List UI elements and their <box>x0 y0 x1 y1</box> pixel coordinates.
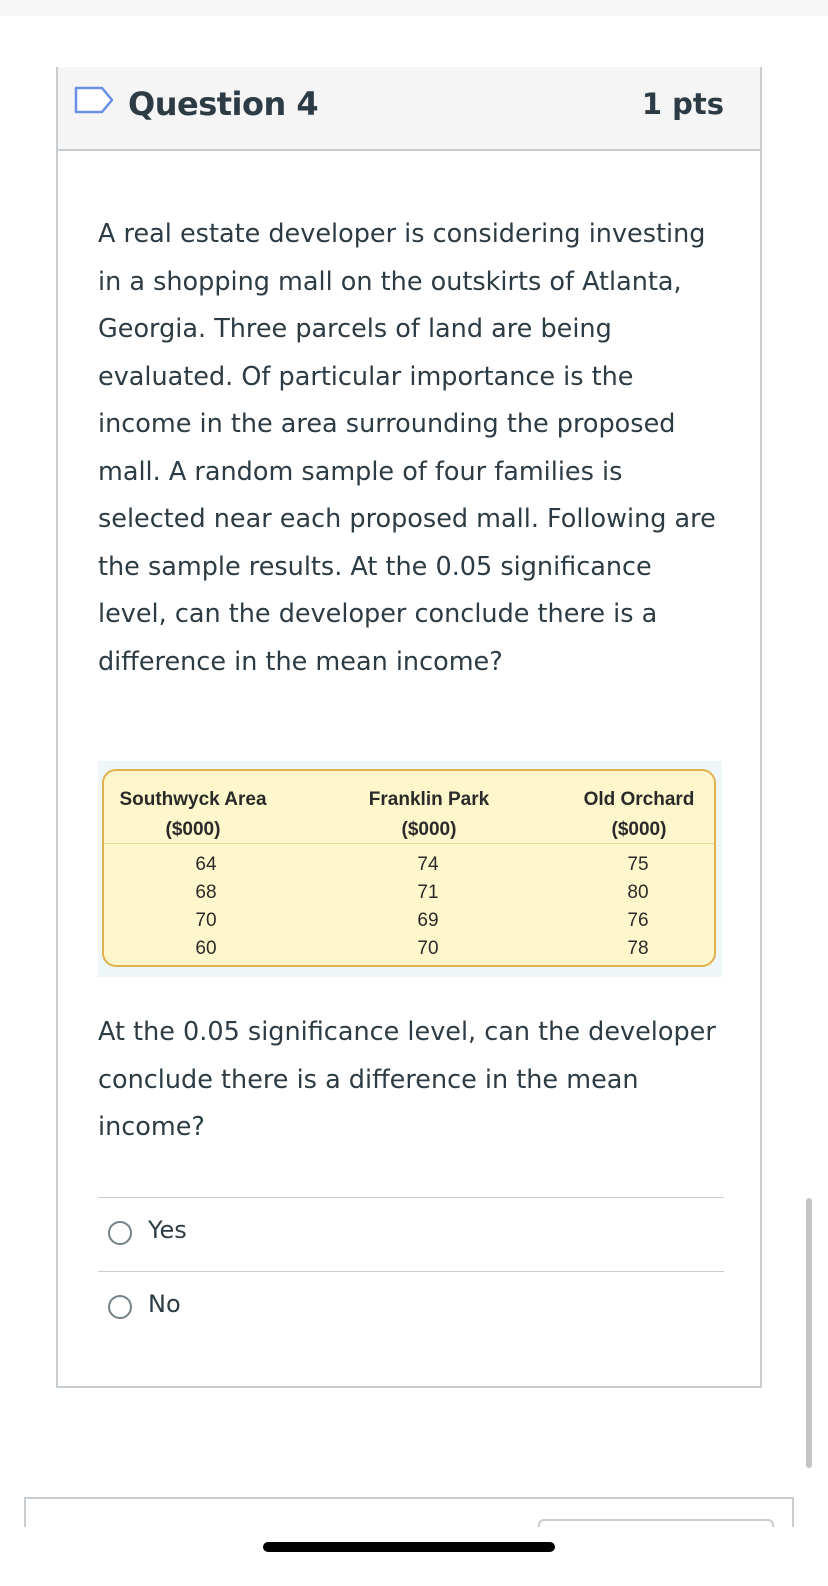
answer-label[interactable]: No <box>148 1290 181 1318</box>
column-header-old-orchard <box>564 785 714 845</box>
question-card <box>56 67 762 1388</box>
column-values-old-orchard <box>608 851 668 963</box>
answer-option-no[interactable] <box>98 1271 724 1345</box>
table-cell: 60 <box>195 938 217 959</box>
data-table-image <box>98 761 722 977</box>
column-values-franklin <box>398 851 458 963</box>
table-cell: 80 <box>627 882 649 903</box>
column-header-label: Franklin Park <box>368 789 490 810</box>
table-cell: 70 <box>195 910 217 931</box>
header-divider <box>104 843 714 844</box>
home-indicator[interactable] <box>263 1542 555 1552</box>
question-text: A real estate developer is considering investing in a shopping mall on the outskirts of Atlanta, Georgia. Three parcels of land are being evaluated. Of particular importance is the income in the area surrounding the proposed mall. A random sample of four families is selected near each proposed mall. Following are the sample results. At the 0.05 significance level, can the developer conclude there is a difference in the mean income? <box>98 219 716 677</box>
next-question-card <box>24 1497 794 1527</box>
flag-question-icon[interactable] <box>74 86 114 114</box>
radio-unchecked-icon[interactable] <box>108 1221 132 1245</box>
question-title: Question 4 <box>128 85 319 123</box>
scrollbar-thumb[interactable] <box>806 1198 812 1468</box>
answer-list <box>98 1197 724 1345</box>
table-cell: 78 <box>627 938 649 959</box>
column-values-southwyck <box>176 851 236 963</box>
table-cell: 71 <box>417 882 439 903</box>
column-header-unit: ($000) <box>165 819 221 840</box>
question-header <box>58 67 760 151</box>
radio-unchecked-icon[interactable] <box>108 1295 132 1319</box>
column-header-label: Old Orchard <box>583 789 695 810</box>
answer-label[interactable]: Yes <box>148 1216 187 1244</box>
table-cell: 74 <box>417 854 439 875</box>
table-cell: 69 <box>417 910 439 931</box>
data-table <box>102 769 716 967</box>
top-strip <box>0 0 828 16</box>
column-header-franklin <box>354 785 504 845</box>
column-header-label: Southwyck Area <box>119 789 267 810</box>
question-prompt: At the 0.05 significance level, can the developer conclude there is a difference in the mean income? <box>98 1017 716 1142</box>
column-header-unit: ($000) <box>401 819 457 840</box>
bottom-area <box>0 1527 828 1586</box>
table-cell: 70 <box>417 938 439 959</box>
answer-option-yes[interactable] <box>98 1197 724 1271</box>
column-header-unit: ($000) <box>611 819 667 840</box>
table-cell: 64 <box>195 854 217 875</box>
question-points: 1 pts <box>641 87 724 121</box>
table-cell: 68 <box>195 882 217 903</box>
column-header-southwyck <box>118 785 268 845</box>
table-cell: 75 <box>627 854 649 875</box>
table-cell: 76 <box>627 910 649 931</box>
